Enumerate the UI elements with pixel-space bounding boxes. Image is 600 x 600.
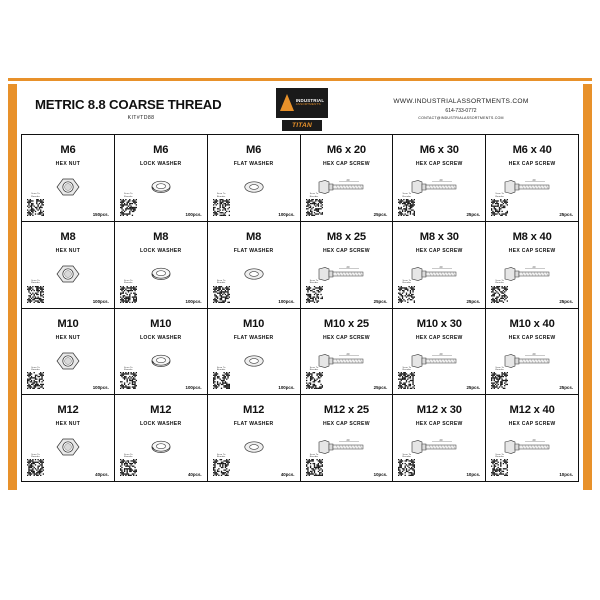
qr-code[interactable] xyxy=(120,454,137,476)
qr-caption: Scan To Reorder xyxy=(31,366,40,372)
header-contact-block xyxy=(345,98,583,120)
qr-caption: Scan To Reorder xyxy=(495,366,504,372)
qr-code[interactable] xyxy=(213,454,230,476)
part-quantity: 40pcs. xyxy=(187,472,202,477)
qr-caption: Scan To Reorder xyxy=(309,193,319,198)
part-size: M6 x 20 xyxy=(326,144,366,156)
part-cell xyxy=(301,309,394,396)
part-cell xyxy=(22,309,115,396)
label-header xyxy=(17,84,583,134)
part-description: HEX CAP SCREW xyxy=(323,334,370,341)
part-size: M12 x 30 xyxy=(416,404,462,417)
part-quantity: 10pcs. xyxy=(466,472,481,477)
part-cell xyxy=(22,222,115,309)
part-description: HEX NUT xyxy=(55,334,81,341)
part-cell xyxy=(486,395,579,482)
industrial-assortments-logo xyxy=(276,88,328,118)
part-size: M6 xyxy=(246,144,262,156)
part-description: HEX NUT xyxy=(55,421,81,428)
qr-code-image xyxy=(120,199,137,216)
part-description: HEX CAP SCREW xyxy=(415,421,463,428)
part-description: HEX CAP SCREW xyxy=(508,421,556,428)
right-accent-bar xyxy=(583,84,592,490)
part-cell xyxy=(393,135,486,222)
qr-caption: Scan To Reorder xyxy=(31,453,40,458)
qr-code[interactable] xyxy=(213,367,230,389)
part-quantity: 40pcs. xyxy=(95,472,109,477)
part-cell xyxy=(22,395,115,482)
part-quantity: 100pcs. xyxy=(185,385,202,391)
part-description: LOCK WASHER xyxy=(139,247,182,254)
qr-code-image xyxy=(306,372,323,389)
kit-number: KIT#TD88 xyxy=(127,115,155,121)
svg-text:20: 20 xyxy=(346,179,350,183)
part-size: M12 x 40 xyxy=(509,404,555,417)
qr-caption: Scan To Reorder xyxy=(402,280,412,285)
part-quantity: 100pcs. xyxy=(185,298,202,304)
part-size: M8 xyxy=(246,230,262,243)
svg-text:20: 20 xyxy=(346,352,350,356)
qr-code-image xyxy=(306,459,323,476)
part-quantity: 25pcs. xyxy=(466,385,481,391)
part-cell xyxy=(115,309,208,396)
label-grid xyxy=(21,134,579,482)
svg-text:20: 20 xyxy=(532,439,536,443)
qr-code[interactable] xyxy=(306,367,323,389)
part-quantity: 25pcs. xyxy=(559,385,573,391)
svg-text:20: 20 xyxy=(439,352,443,356)
part-quantity: 10pcs. xyxy=(373,472,388,477)
svg-text:20: 20 xyxy=(532,265,536,269)
part-cell xyxy=(208,395,301,482)
part-description: HEX CAP SCREW xyxy=(323,247,370,254)
part-cell xyxy=(115,395,208,482)
qr-code-image xyxy=(120,372,137,389)
part-quantity: 100pcs. xyxy=(92,385,109,391)
header-title-block xyxy=(17,97,259,121)
qr-code-image xyxy=(491,459,508,476)
qr-caption: Scan To Reorder xyxy=(216,280,226,285)
part-size: M6 xyxy=(60,144,76,156)
svg-text:20: 20 xyxy=(532,352,536,356)
qr-code-image xyxy=(398,459,415,476)
part-cell xyxy=(393,309,486,396)
qr-code-image xyxy=(213,286,230,303)
part-cell xyxy=(208,222,301,309)
part-quantity: 25pcs. xyxy=(466,211,481,217)
part-quantity: 25pcs. xyxy=(373,385,388,391)
qr-code[interactable] xyxy=(120,280,137,302)
qr-code-image xyxy=(491,286,508,303)
part-quantity: 25pcs. xyxy=(373,211,388,217)
part-size: M8 x 30 xyxy=(419,230,459,243)
part-size: M12 xyxy=(57,404,79,417)
svg-text:20: 20 xyxy=(532,179,536,183)
qr-code-image xyxy=(491,199,508,216)
part-description: LOCK WASHER xyxy=(139,161,182,167)
triangle-icon xyxy=(280,94,294,111)
part-cell xyxy=(486,222,579,309)
qr-caption: Scan To Reorder xyxy=(124,453,133,458)
part-quantity: 10pcs. xyxy=(559,472,573,477)
part-cell xyxy=(115,135,208,222)
qr-code[interactable] xyxy=(491,193,508,215)
qr-caption: Scan To Reorder xyxy=(216,193,226,198)
part-cell xyxy=(393,395,486,482)
qr-code-image xyxy=(213,459,230,476)
part-cell xyxy=(393,222,486,309)
qr-caption: Scan To Reorder xyxy=(309,280,319,285)
part-description: HEX CAP SCREW xyxy=(323,161,370,167)
part-cell xyxy=(208,135,301,222)
qr-caption: Scan To Reorder xyxy=(495,193,504,198)
part-quantity: 25pcs. xyxy=(559,298,573,304)
qr-code-image xyxy=(27,459,44,476)
qr-code[interactable] xyxy=(120,193,137,215)
part-quantity: 100pcs. xyxy=(92,298,109,304)
qr-code-image xyxy=(120,286,137,303)
qr-caption: Scan To Reorder xyxy=(216,366,226,372)
svg-text:20: 20 xyxy=(439,439,443,443)
part-quantity: 25pcs. xyxy=(373,298,388,304)
part-cell xyxy=(486,309,579,396)
svg-text:20: 20 xyxy=(439,265,443,269)
part-size: M6 x 40 xyxy=(512,144,552,156)
qr-code[interactable] xyxy=(398,454,415,476)
part-quantity: 100pcs. xyxy=(278,385,295,391)
qr-caption: Scan To Reorder xyxy=(402,193,412,198)
part-cell xyxy=(301,395,394,482)
label-panel xyxy=(8,78,592,490)
part-description: HEX CAP SCREW xyxy=(508,161,556,167)
part-cell xyxy=(208,309,301,396)
part-size: M12 x 25 xyxy=(323,404,369,417)
qr-caption: Scan To Reorder xyxy=(309,366,319,372)
qr-code[interactable] xyxy=(27,367,44,389)
part-size: M6 xyxy=(153,144,169,156)
part-size: M10 x 30 xyxy=(416,317,462,330)
part-cell xyxy=(301,135,394,222)
qr-code[interactable] xyxy=(398,193,415,215)
qr-caption: Scan To Reorder xyxy=(31,193,40,198)
qr-code-image xyxy=(213,199,230,216)
part-size: M10 xyxy=(57,317,79,330)
part-description: HEX CAP SCREW xyxy=(508,334,556,341)
part-cell xyxy=(301,222,394,309)
qr-code[interactable] xyxy=(120,367,137,389)
qr-code-image xyxy=(491,372,508,389)
part-size: M12 xyxy=(242,404,265,417)
part-description: FLAT WASHER xyxy=(233,161,274,167)
qr-code-image xyxy=(27,372,44,389)
qr-code[interactable] xyxy=(27,280,44,302)
part-quantity: 25pcs. xyxy=(559,211,573,217)
part-quantity: 100pcs. xyxy=(278,298,295,304)
part-cell xyxy=(486,135,579,222)
part-quantity: 25pcs. xyxy=(466,298,481,304)
qr-code[interactable] xyxy=(398,280,415,302)
part-cell xyxy=(115,222,208,309)
part-size: M8 x 25 xyxy=(326,230,366,243)
qr-code[interactable] xyxy=(213,193,230,215)
qr-code[interactable] xyxy=(306,193,323,215)
brand-logos xyxy=(259,88,345,131)
qr-caption: Scan To Reorder xyxy=(124,280,133,285)
part-description: HEX NUT xyxy=(55,247,81,254)
qr-code[interactable] xyxy=(491,280,508,302)
qr-code-image xyxy=(120,459,137,476)
qr-caption: Scan To Reorder xyxy=(216,453,226,458)
qr-code[interactable] xyxy=(27,193,44,215)
qr-caption: Scan To Reorder xyxy=(495,453,504,458)
qr-code-image xyxy=(398,199,415,216)
qr-caption: Scan To Reorder xyxy=(402,453,412,458)
part-size: M10 xyxy=(150,317,172,330)
logo-line2: ASSORTMENTS xyxy=(295,102,321,107)
website-url: WWW.INDUSTRIALASSORTMENTS.COM xyxy=(393,98,529,105)
part-description: HEX CAP SCREW xyxy=(508,247,556,254)
qr-caption: Scan To Reorder xyxy=(402,366,412,372)
qr-code-image xyxy=(27,199,44,216)
qr-code-image xyxy=(398,286,415,303)
contact-email: CONTACT@INDUSTRIALASSORTMENTS.COM xyxy=(418,116,504,120)
logo-line1: INDUSTRIAL xyxy=(295,97,325,103)
part-description: LOCK WASHER xyxy=(139,421,182,428)
svg-text:20: 20 xyxy=(439,179,443,183)
part-quantity: 150pcs. xyxy=(92,211,109,217)
qr-code-image xyxy=(27,286,44,303)
part-size: M10 x 25 xyxy=(323,317,369,330)
part-description: HEX CAP SCREW xyxy=(415,161,463,167)
qr-caption: Scan To Reorder xyxy=(124,193,133,198)
part-size: M8 x 40 xyxy=(512,230,552,243)
qr-code[interactable] xyxy=(27,454,44,476)
qr-caption: Scan To Reorder xyxy=(31,280,40,285)
part-description: FLAT WASHER xyxy=(233,334,274,341)
titan-logo-text: TITAN xyxy=(292,121,312,129)
qr-caption: Scan To Reorder xyxy=(124,366,133,372)
phone-number: 614-733-0772 xyxy=(445,108,477,114)
qr-code[interactable] xyxy=(306,454,323,476)
svg-text:20: 20 xyxy=(346,265,350,269)
qr-code-image xyxy=(306,199,323,216)
part-quantity: 100pcs. xyxy=(278,211,295,217)
qr-code-image xyxy=(306,286,323,303)
part-size: M10 x 40 xyxy=(509,317,555,330)
qr-code[interactable] xyxy=(398,367,415,389)
qr-code-image xyxy=(398,372,415,389)
qr-code[interactable] xyxy=(213,280,230,302)
qr-code[interactable] xyxy=(491,454,508,476)
part-cell xyxy=(22,135,115,222)
part-description: HEX CAP SCREW xyxy=(323,421,370,428)
part-size: M10 xyxy=(242,317,265,330)
part-description: LOCK WASHER xyxy=(139,334,182,341)
part-description: HEX NUT xyxy=(55,161,81,167)
qr-caption: Scan To Reorder xyxy=(495,280,504,285)
part-quantity: 100pcs. xyxy=(185,211,202,217)
part-description: FLAT WASHER xyxy=(233,247,274,254)
qr-code-image xyxy=(213,372,230,389)
part-description: HEX CAP SCREW xyxy=(415,247,463,254)
part-size: M8 xyxy=(60,230,76,243)
part-size: M6 x 30 xyxy=(419,144,459,156)
part-description: HEX CAP SCREW xyxy=(415,334,463,341)
qr-caption: Scan To Reorder xyxy=(309,453,319,458)
part-quantity: 40pcs. xyxy=(280,472,295,477)
titan-logo xyxy=(282,120,322,131)
part-size: M12 xyxy=(150,404,172,417)
part-description: FLAT WASHER xyxy=(233,421,274,428)
svg-text:20: 20 xyxy=(346,439,350,443)
logo-text xyxy=(296,99,325,107)
left-accent-bar xyxy=(8,84,17,490)
label-panel-inner xyxy=(8,84,592,490)
qr-code[interactable] xyxy=(491,367,508,389)
part-size: M8 xyxy=(153,230,169,243)
qr-code[interactable] xyxy=(306,280,323,302)
page-title: METRIC 8.8 COARSE THREAD xyxy=(35,97,222,112)
